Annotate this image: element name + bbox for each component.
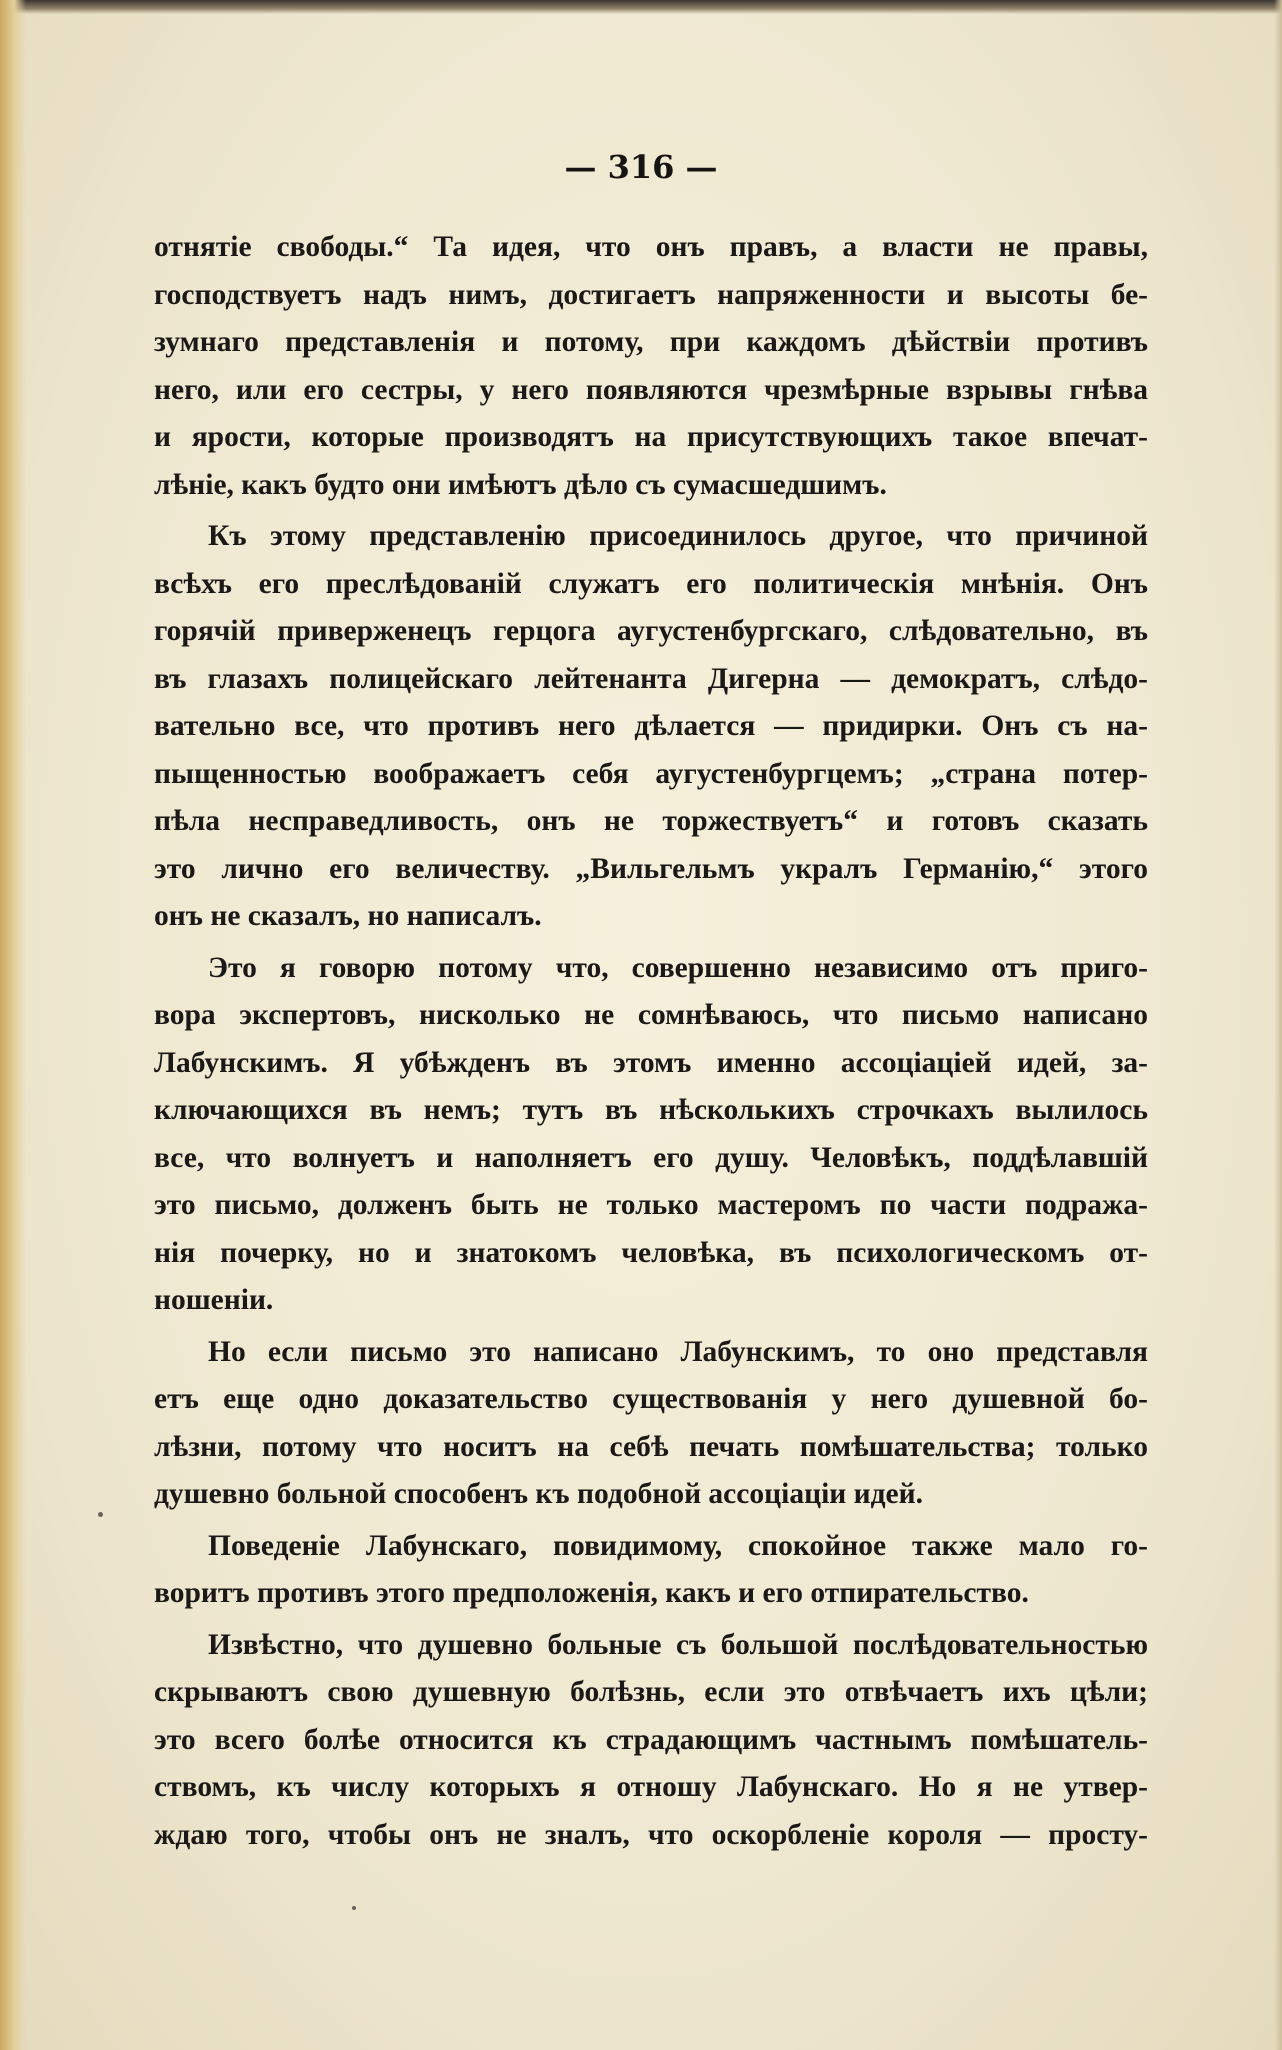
text-line: горячій приверженецъ герцога аугустенбургскаго, слѣдовательно, въ — [154, 615, 1148, 647]
paragraph — [154, 1622, 1148, 1860]
text-line: это лично его величеству. „Вильгельмъ укралъ Германію,“ этого — [154, 852, 1148, 885]
page-right-edge — [1274, 0, 1282, 2050]
text-line: зумнаго представленія и потому, при каждомъ дѣйствіи противъ — [154, 326, 1148, 358]
text-line: пѣла несправедливость, онъ не торжествуетъ“ и готовъ сказать — [154, 805, 1148, 837]
text-line: это письмо, долженъ быть не только мастеромъ по части подража- — [154, 1189, 1148, 1221]
page-number: — 316 — — [564, 148, 718, 186]
text-line: господствуетъ надъ нимъ, достигаетъ напряженности и высоты бе- — [154, 278, 1148, 311]
page-top-edge — [0, 0, 1282, 14]
text-line: онъ не сказалъ, но написалъ. — [154, 900, 542, 932]
text-line: етъ еще одно доказательство существованія у него душевной бо- — [154, 1383, 1148, 1415]
text-line: и ярости, которые производятъ на присутствующихъ такое впечат- — [154, 421, 1148, 453]
text-line: душевно больной способенъ къ подобной ассоціаціи идей. — [154, 1478, 924, 1510]
page-binding-edge — [0, 0, 26, 2050]
paragraph — [154, 224, 1148, 509]
margin-speck — [352, 1906, 356, 1910]
paragraph — [154, 513, 1148, 941]
paragraph — [154, 1329, 1148, 1519]
text-line: все, что волнуетъ и наполняетъ его душу. Человѣкъ, поддѣлавшій — [154, 1141, 1148, 1174]
text-line: воритъ противъ этого предположенія, какъ и его отпирательство. — [154, 1577, 1029, 1609]
text-line: въ глазахъ полицейскаго лейтенанта Дигерна — демократъ, слѣдо- — [154, 662, 1148, 695]
text-line: Но если письмо это написано Лабунскимъ, то оно представля — [208, 1335, 1148, 1368]
text-line: ношеніи. — [154, 1284, 274, 1316]
text-line: вательно все, что противъ него дѣлается — придирки. Онъ съ на- — [154, 710, 1148, 742]
text-line: нія почерку, но и знатокомъ человѣка, въ психологическомъ от- — [154, 1236, 1148, 1269]
text-line: Къ этому представленію присоединилось другое, что причиной — [208, 520, 1148, 552]
text-line: ключающихся въ немъ; тутъ въ нѣсколькихъ строчкахъ вылилось — [154, 1094, 1148, 1126]
text-line: Лабунскимъ. Я убѣжденъ въ этомъ именно ассоціаціей идей, за- — [154, 1046, 1148, 1079]
text-line: лѣзни, потому что носитъ на себѣ печать помѣшательства; только — [154, 1430, 1148, 1463]
paragraph — [154, 945, 1148, 1325]
body-text — [154, 224, 1148, 1859]
text-line: Это я говорю потому что, совершенно независимо отъ приго- — [208, 951, 1148, 984]
text-line: него, или его сестры, у него появляются чрезмѣрные взрывы гнѣва — [154, 373, 1148, 406]
text-line: всѣхъ его преслѣдованій служатъ его политическія мнѣнія. Онъ — [154, 567, 1148, 600]
text-line: лѣніе, какъ будто они имѣютъ дѣло съ сумасшедшимъ. — [154, 468, 887, 501]
margin-speck — [98, 1512, 103, 1517]
text-line: вора экспертовъ, нисколько не сомнѣваюсь, что письмо написано — [154, 999, 1148, 1031]
text-line: Извѣстно, что душевно больные съ большой послѣдовательностью — [208, 1628, 1148, 1661]
paragraph — [154, 1523, 1148, 1618]
text-line: пыщенностью воображаетъ себя аугустенбургцемъ; „страна потер- — [154, 757, 1148, 790]
text-line: это всего болѣе относится къ страдающимъ частнымъ помѣшатель- — [154, 1723, 1148, 1756]
text-line: отнятіе свободы.“ Та идея, что онъ правъ, а власти не правы, — [154, 231, 1148, 263]
text-line: ждаю того, чтобы онъ не зналъ, что оскорбленіе короля — просту- — [154, 1818, 1148, 1851]
text-line: ствомъ, къ числу которыхъ я отношу Лабунскаго. Но я не утвер- — [154, 1771, 1148, 1803]
text-line: Поведеніе Лабунскаго, повидимому, спокойное также мало го- — [208, 1529, 1148, 1562]
text-line: скрываютъ свою душевную болѣзнь, если это отвѣчаетъ ихъ цѣли; — [154, 1676, 1148, 1708]
